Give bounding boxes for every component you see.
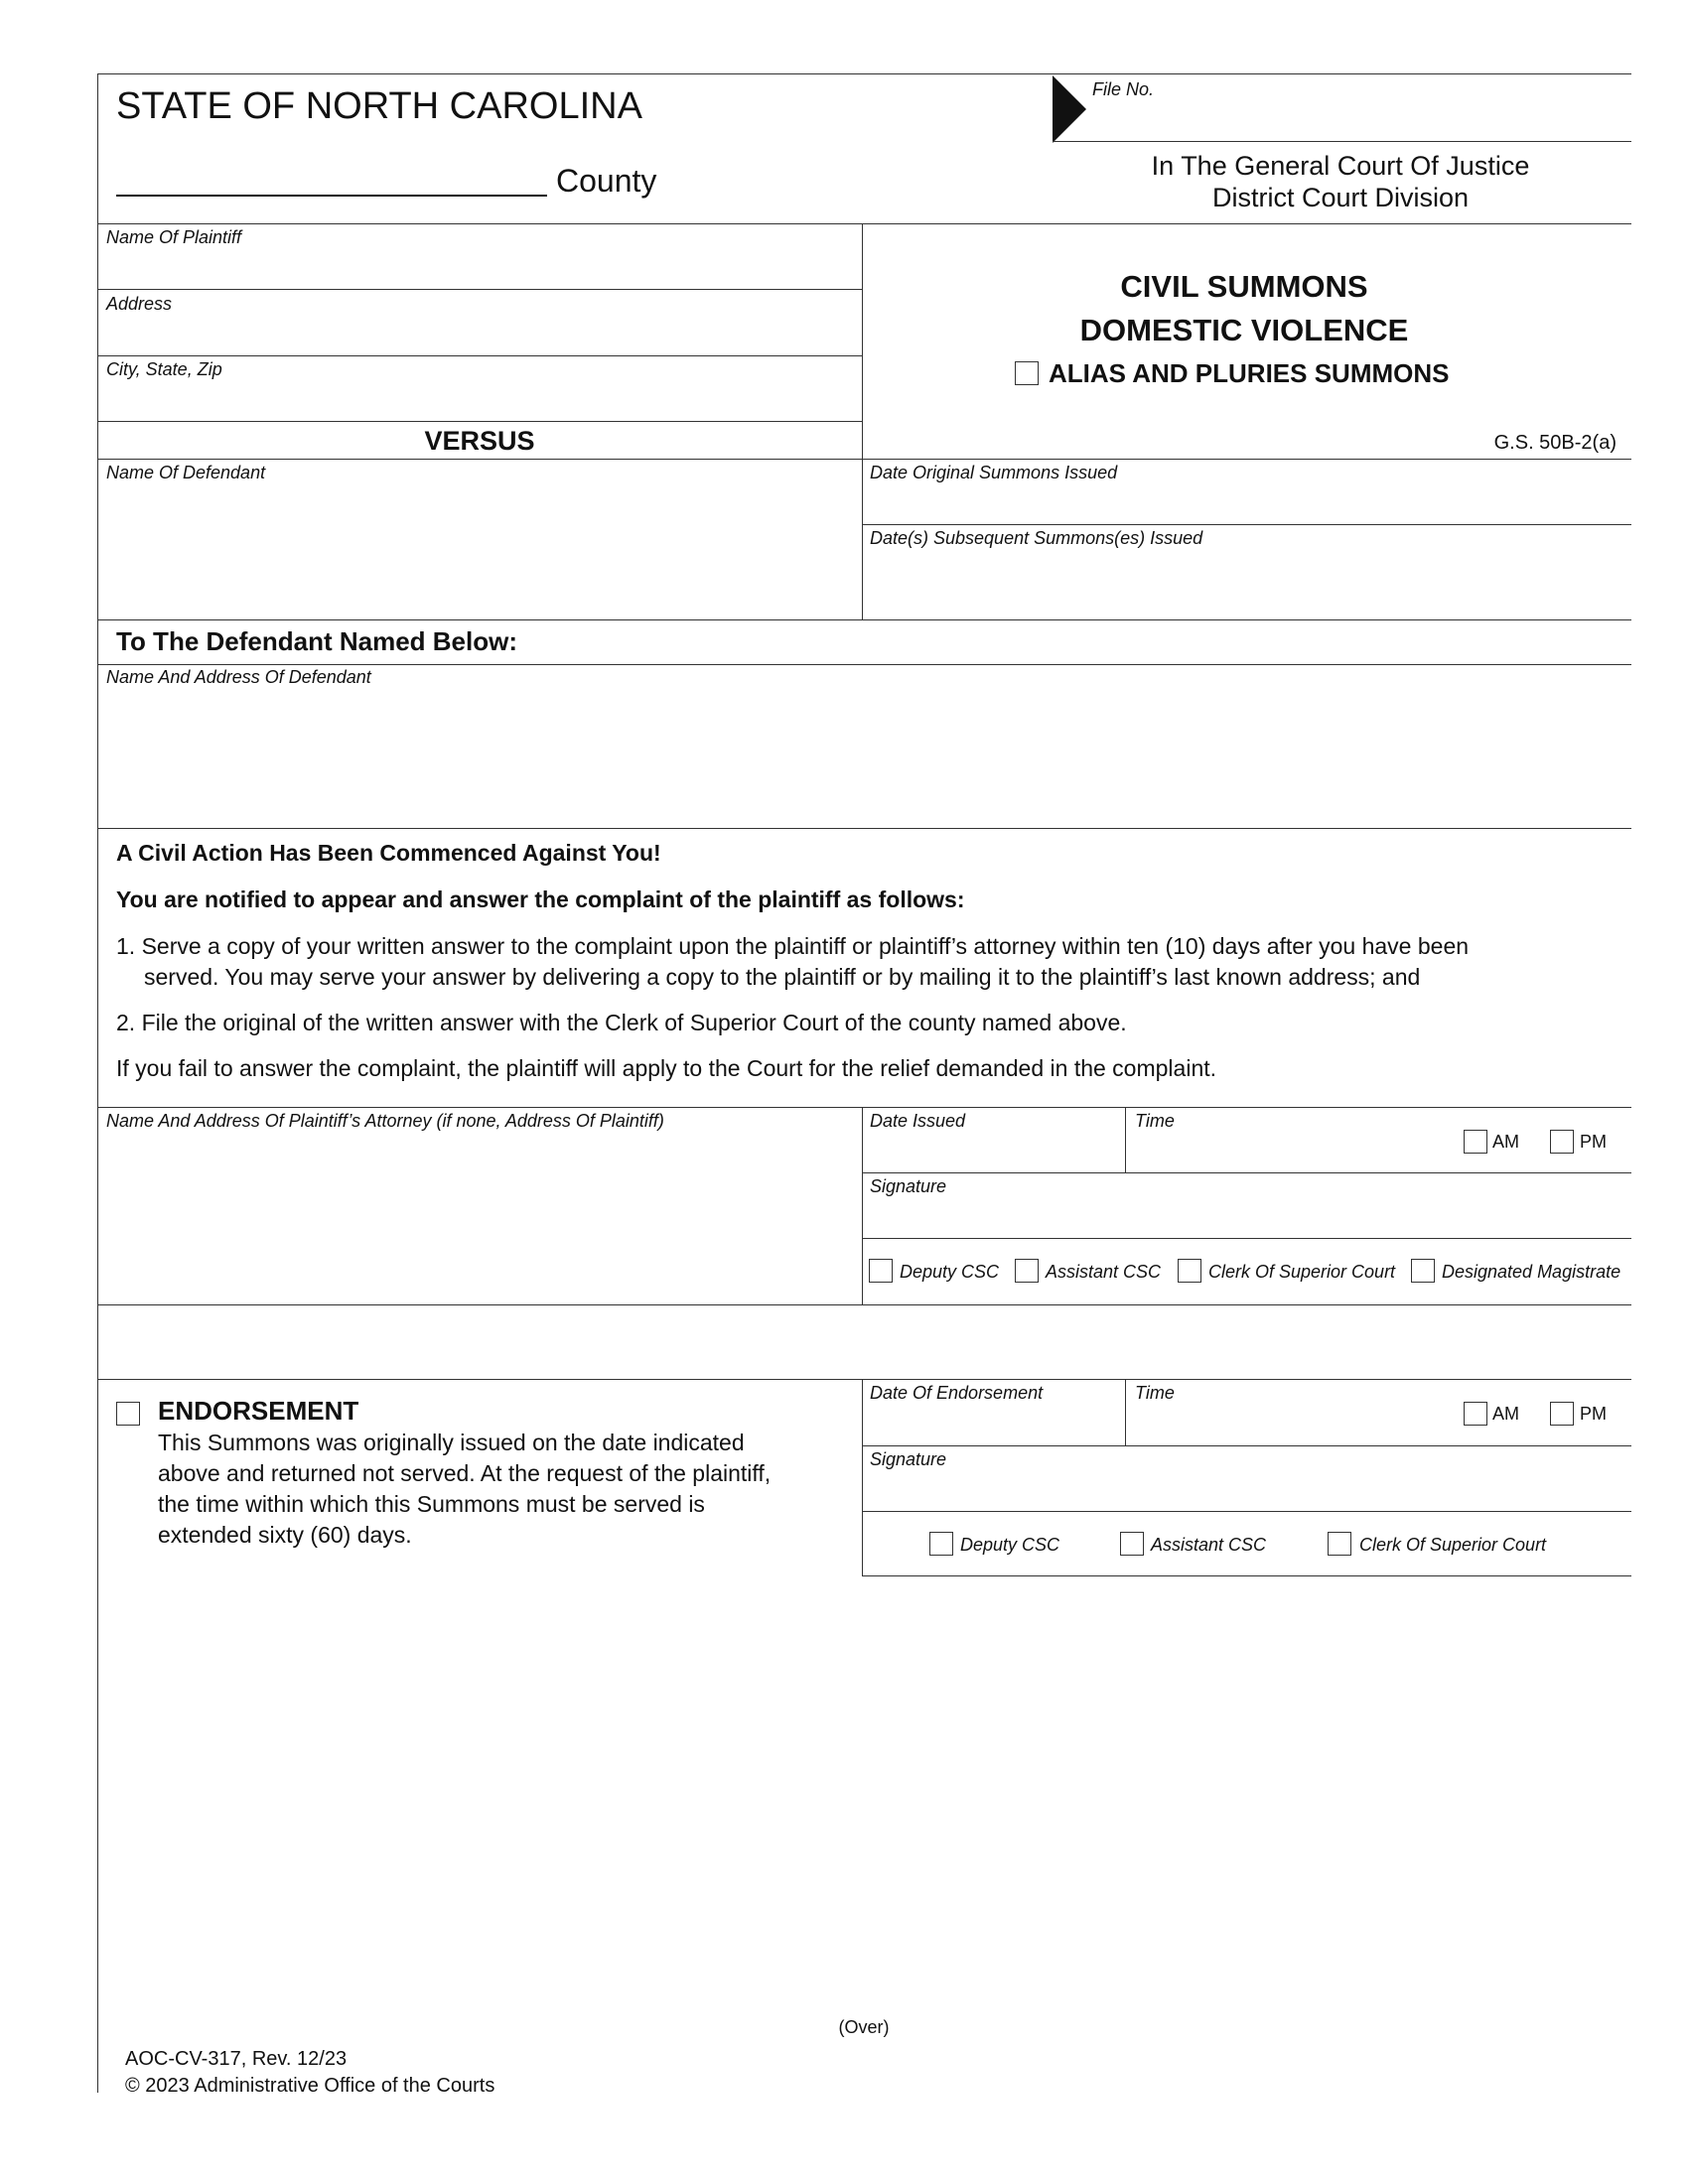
endorsement-deputy-csc-label: Deputy CSC [960, 1535, 1060, 1555]
address-field[interactable] [97, 355, 862, 356]
endorsement-clerk-superior-checkbox[interactable] [1328, 1532, 1351, 1556]
notice-item1-line1: 1. Serve a copy of your written answer to the complaint upon the plaintiff or plaintiff’s attorney within ten (10) days after you have been [116, 933, 1470, 959]
endorsement-assistant-csc-label: Assistant CSC [1151, 1535, 1267, 1555]
endorsement-signature-field[interactable] [862, 1511, 1631, 1512]
defendant-name-address-field[interactable] [97, 828, 1631, 829]
notice-heading: A Civil Action Has Been Commenced Against You! [116, 840, 661, 866]
notice-subheading: You are notified to appear and answer the complaint of the plaintiff as follows: [116, 887, 965, 912]
to-defendant-heading: To The Defendant Named Below: [116, 626, 517, 656]
county-label: County [556, 163, 657, 199]
alias-pluries-label: ALIAS AND PLURIES SUMMONS [1049, 358, 1450, 388]
endorsement-time-label: Time [1135, 1383, 1175, 1403]
am-checkbox[interactable] [1464, 1130, 1487, 1154]
endorsement-bottom-divider [862, 1575, 1631, 1576]
defendant-name-address-label: Name And Address Of Defendant [106, 667, 371, 687]
top-border [97, 73, 1631, 74]
versus-divider [97, 459, 1631, 460]
notice-item2: 2. File the original of the written answer with the Clerk of Superior Court of the county named above. [116, 1010, 1127, 1035]
endorsement-signature-label: Signature [870, 1449, 947, 1469]
clerk-superior-label: Clerk Of Superior Court [1208, 1262, 1396, 1282]
pm-checkbox[interactable] [1550, 1130, 1574, 1154]
plaintiff-name-label: Name Of Plaintiff [106, 227, 242, 247]
left-border [97, 73, 98, 2093]
clerk-superior-checkbox[interactable] [1178, 1259, 1201, 1283]
to-defendant-divider [97, 664, 1631, 665]
issuance-bottom-divider [97, 1304, 1631, 1305]
county-underline[interactable] [116, 195, 547, 197]
endorsement-date-time-divider [1125, 1379, 1126, 1445]
issuance-middle-divider [862, 1107, 863, 1304]
endorsement-date-label: Date Of Endorsement [870, 1383, 1044, 1403]
city-state-zip-label: City, State, Zip [106, 359, 222, 379]
endorsement-am-label: AM [1492, 1404, 1519, 1424]
date-time-row-divider [862, 1172, 1631, 1173]
date-original-field[interactable] [862, 524, 1631, 525]
issuance-top-divider [97, 1107, 1631, 1108]
endorsement-heading: ENDORSEMENT [158, 1396, 359, 1426]
title-domestic-violence: DOMESTIC VIOLENCE [1079, 313, 1409, 347]
date-time-divider [1125, 1107, 1126, 1172]
date-original-label: Date Original Summons Issued [870, 463, 1118, 482]
designated-magistrate-checkbox[interactable] [1411, 1259, 1435, 1283]
city-state-zip-field[interactable] [97, 421, 862, 422]
endorsement-date-row-divider [862, 1445, 1631, 1446]
file-no-line[interactable] [1053, 141, 1631, 142]
court-line1: In The General Court Of Justice [1151, 151, 1530, 181]
header-divider [97, 223, 1631, 224]
copyright: © 2023 Administrative Office of the Courts [125, 2075, 495, 2097]
endorsement-text-line2: above and returned not served. At the request of the plaintiff, [158, 1460, 772, 1486]
date-issued-label: Date Issued [870, 1111, 966, 1131]
time-label: Time [1135, 1111, 1175, 1131]
over-label: (Over) [838, 2017, 890, 2037]
deputy-csc-label: Deputy CSC [900, 1262, 1000, 1282]
plaintiff-name-field[interactable] [97, 289, 862, 290]
attorney-label: Name And Address Of Plaintiff’s Attorney (if none, Address Of Plaintiff) [106, 1111, 664, 1131]
versus-label: VERSUS [424, 426, 535, 456]
statute-ref: G.S. 50B-2(a) [1493, 432, 1617, 454]
endorsement-text-line3: the time within which this Summons must be served is [158, 1491, 705, 1517]
endorsement-checkbox[interactable] [116, 1402, 140, 1426]
endorsement-pm-checkbox[interactable] [1550, 1402, 1574, 1426]
endorsement-text-line1: This Summons was originally issued on the date indicated [158, 1430, 745, 1455]
endorsement-am-checkbox[interactable] [1464, 1402, 1487, 1426]
title-civil-summons: CIVIL SUMMONS [1120, 269, 1368, 304]
signature-field[interactable] [862, 1238, 1631, 1239]
endorsement-pm-label: PM [1580, 1404, 1607, 1424]
parties-bottom-divider [97, 619, 1631, 620]
endorsement-clerk-superior-label: Clerk Of Superior Court [1359, 1535, 1547, 1555]
designated-magistrate-label: Designated Magistrate [1442, 1262, 1621, 1282]
assistant-csc-checkbox[interactable] [1015, 1259, 1039, 1283]
address-label: Address [106, 294, 173, 314]
date-subsequent-label: Date(s) Subsequent Summons(es) Issued [870, 528, 1203, 548]
notice-item1-line2: served. You may serve your answer by delivering a copy to the plaintiff or by mailing it to the plaintiff’s last known address; and [144, 964, 1421, 990]
endorsement-middle-divider [862, 1379, 863, 1575]
notice-fail-text: If you fail to answer the complaint, the plaintiff will apply to the Court for the relief demanded in the complaint. [116, 1055, 1217, 1081]
pm-label: PM [1580, 1132, 1607, 1152]
state-title: STATE OF NORTH CAROLINA [116, 85, 642, 127]
deputy-csc-checkbox[interactable] [869, 1259, 893, 1283]
endorsement-assistant-csc-checkbox[interactable] [1120, 1532, 1144, 1556]
am-label: AM [1492, 1132, 1519, 1152]
assistant-csc-label: Assistant CSC [1046, 1262, 1162, 1282]
signature-label: Signature [870, 1176, 947, 1196]
defendant-name-label: Name Of Defendant [106, 463, 266, 482]
alias-pluries-checkbox[interactable] [1015, 361, 1039, 385]
file-no-label: File No. [1092, 79, 1155, 99]
endorsement-deputy-csc-checkbox[interactable] [929, 1532, 953, 1556]
endorsement-text-line4: extended sixty (60) days. [158, 1522, 412, 1548]
court-line2: District Court Division [1211, 183, 1470, 212]
file-arrow-icon [1053, 75, 1086, 143]
endorsement-top-divider [97, 1379, 1631, 1380]
form-id: AOC-CV-317, Rev. 12/23 [125, 2048, 348, 2070]
